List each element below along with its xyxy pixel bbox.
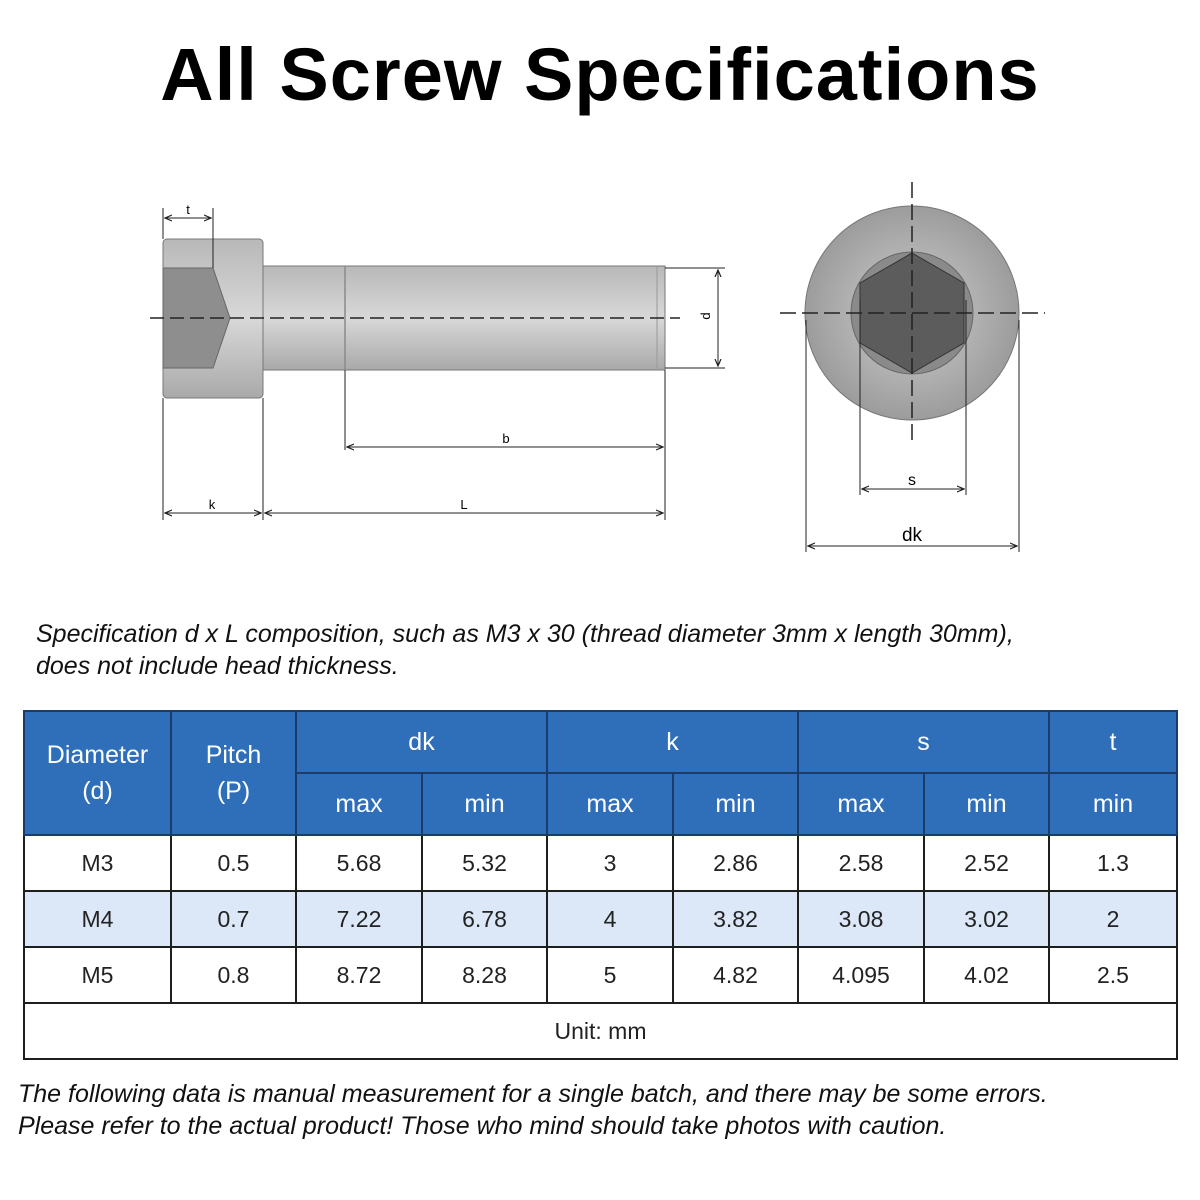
spec-note	[36, 618, 1176, 682]
cell-k-max: 3	[547, 835, 673, 891]
header-s-max: max	[798, 773, 924, 835]
screw-diagram	[0, 170, 1200, 570]
unit-row	[24, 1003, 1177, 1059]
header-diameter-line-1: Diameter	[46, 741, 149, 769]
header-s: s	[798, 711, 1049, 773]
table-row	[24, 891, 1177, 947]
cell-t-min: 2	[1049, 891, 1177, 947]
cell-s-max: 3.08	[798, 891, 924, 947]
table-row	[24, 947, 1177, 1003]
cell-diameter: M5	[24, 947, 171, 1003]
header-k-min: min	[673, 773, 798, 835]
header-diameter	[24, 711, 171, 835]
header-k-max: max	[547, 773, 673, 835]
cell-s-min: 2.52	[924, 835, 1049, 891]
cell-k-max: 4	[547, 891, 673, 947]
label-d: d	[698, 312, 713, 320]
header-t-min: min	[1049, 773, 1177, 835]
spec-table	[23, 710, 1178, 1060]
header-dk: dk	[296, 711, 547, 773]
header-t: t	[1049, 711, 1177, 773]
cell-dk-min: 8.28	[422, 947, 547, 1003]
cell-pitch: 0.7	[171, 891, 296, 947]
spec-note-line-1: Specification d x L composition, such as M3 x 30 (thread diameter 3mm x length 30mm),	[36, 620, 1014, 648]
label-t: t	[186, 202, 190, 217]
cell-k-min: 3.82	[673, 891, 798, 947]
header-diameter-line-2: (d)	[82, 777, 113, 805]
unit-label: Unit: mm	[24, 1003, 1177, 1059]
cell-dk-max: 7.22	[296, 891, 422, 947]
header-pitch	[171, 711, 296, 835]
cell-pitch: 0.8	[171, 947, 296, 1003]
cell-k-max: 5	[547, 947, 673, 1003]
label-L: L	[460, 497, 468, 512]
cell-t-min: 1.3	[1049, 835, 1177, 891]
header-k: k	[547, 711, 798, 773]
cell-pitch: 0.5	[171, 835, 296, 891]
cell-dk-min: 6.78	[422, 891, 547, 947]
spec-note-line-2: does not include head thickness.	[36, 652, 399, 680]
table-row	[24, 835, 1177, 891]
header-dk-min: min	[422, 773, 547, 835]
header-dk-max: max	[296, 773, 422, 835]
disclaimer	[18, 1078, 1188, 1142]
header-pitch-line-2: (P)	[216, 777, 251, 805]
cell-s-max: 4.095	[798, 947, 924, 1003]
cell-k-min: 2.86	[673, 835, 798, 891]
disclaimer-line-1: The following data is manual measurement for a single batch, and there may be some errors.	[18, 1080, 1048, 1108]
label-k: k	[208, 497, 216, 512]
label-b: b	[502, 431, 510, 446]
cell-dk-max: 8.72	[296, 947, 422, 1003]
cell-dk-max: 5.68	[296, 835, 422, 891]
cell-diameter: M3	[24, 835, 171, 891]
cell-k-min: 4.82	[673, 947, 798, 1003]
cell-s-min: 3.02	[924, 891, 1049, 947]
page-title: All Screw Specifications	[160, 33, 1040, 116]
disclaimer-line-2: Please refer to the actual product! Those who mind should take photos with caution.	[18, 1112, 947, 1140]
cell-t-min: 2.5	[1049, 947, 1177, 1003]
label-s: s	[908, 472, 916, 489]
header-s-min: min	[924, 773, 1049, 835]
cell-s-min: 4.02	[924, 947, 1049, 1003]
cell-diameter: M4	[24, 891, 171, 947]
header-pitch-line-1: Pitch	[205, 741, 262, 769]
cell-dk-min: 5.32	[422, 835, 547, 891]
cell-s-max: 2.58	[798, 835, 924, 891]
label-dk: dk	[901, 525, 923, 546]
